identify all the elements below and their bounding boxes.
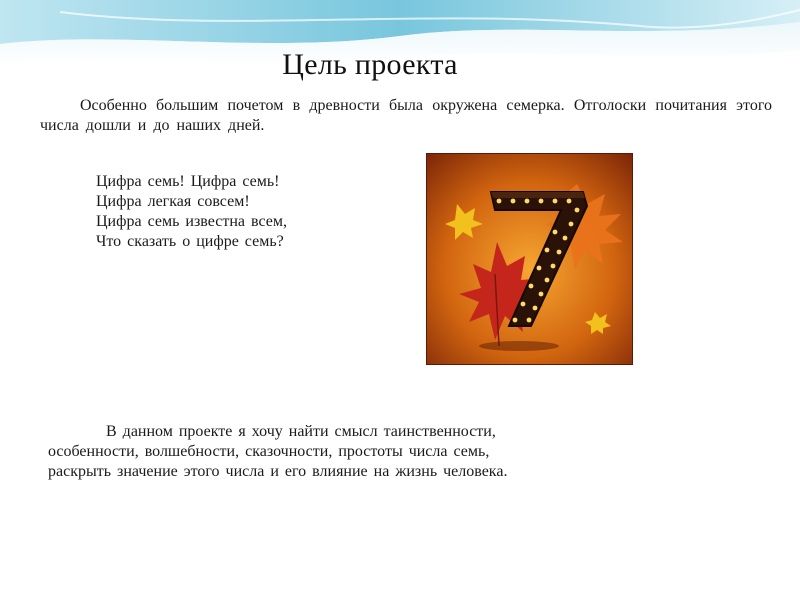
project-goal-paragraph [48,422,658,482]
intro-paragraph: Особенно большим почетом в древности была окружена семерка. Отголоски почитания этого числа дошли и до наших дней. [40,97,772,134]
poem-line: Цифра легкая совсем! [96,193,250,210]
poem-line: Цифра семь известна всем, [96,213,287,230]
autumn-seven-image [426,153,633,365]
slide-title: Цель проекта [282,48,458,81]
poem-line: Цифра семь! Цифра семь! [96,173,280,190]
goal-line: раскрыть значение этого числа и его влияние на жизнь человека. [48,463,508,480]
poem-block [96,172,287,252]
poem-line: Что сказать о цифре семь? [96,233,284,250]
autumn-seven-illustration-icon [427,154,632,364]
goal-line: особенности, волшебности, сказочности, простоты числа семь, [48,443,490,460]
goal-line: В данном проекте я хочу найти смысл таинственности, [106,423,496,440]
